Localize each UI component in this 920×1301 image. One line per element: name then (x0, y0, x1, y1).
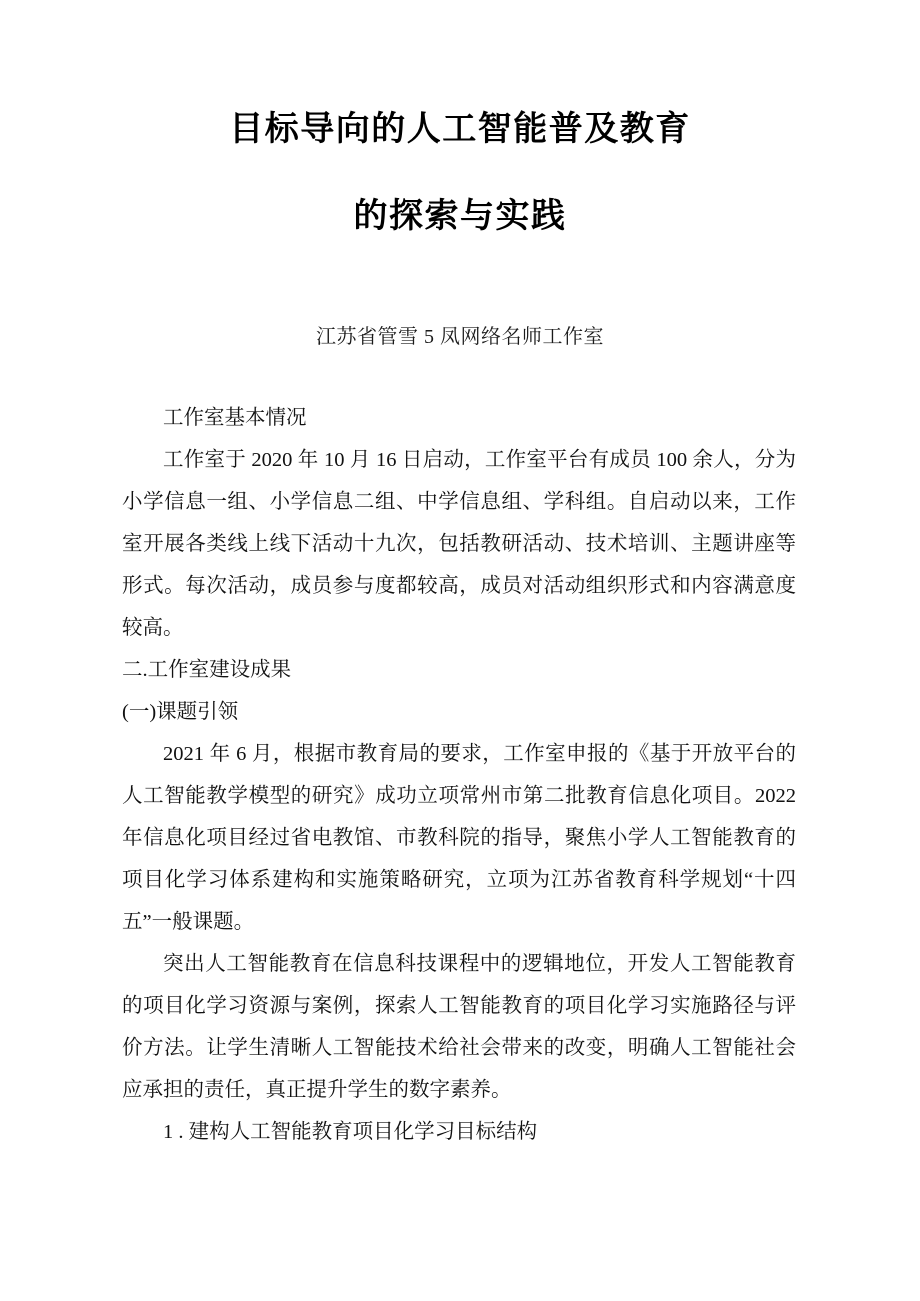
document-title (0, 0, 920, 237)
document-subtitle-affiliation: 江苏省管雪 5 凤网络名师工作室 (316, 326, 604, 348)
document-title-line-1: 目标导向的人工智能普及教育 (229, 109, 691, 149)
paragraph-workshop-overview: 工作室于 2020 年 10 月 16 日启动，工作室平台有成员 100 余人，分为小学信息一组、小学信息二组、中学信息组、学科组。自启动以来，工作室开展各类线上线下活动十九次，包括教研活动、技术培训、主题讲座等形式。每次活动，成员参与度都较高，成员对活动组织形式和内容满意度较高。 (122, 449, 796, 639)
paragraph-project-goals: 突出人工智能教育在信息科技课程中的逻辑地位，开发人工智能教育的项目化学习资源与案例，探索人工智能教育的项目化学习实施路径与评价方法。让学生清晰人工智能技术给社会带来的改变，明确人工智能社会应承担的责任，真正提升学生的数字素养。 (122, 953, 796, 1101)
heading-subsection-one: (一)课题引领 (122, 701, 239, 723)
paragraph-project-approval: 2021 年 6 月，根据市教育局的要求，工作室申报的《基于开放平台的人工智能教学模型的研究》成功立项常州市第二批教育信息化项目。2022 年信息化项目经过省电教馆、市教科院的指导，聚焦小学人工智能教育的项目化学习体系建构和实施策略研究，立项为江苏省教育科学规划“十四五”一般课题。 (122, 743, 796, 933)
document-body (0, 351, 920, 1153)
heading-item-one: 1 . 建构人工智能教育项目化学习目标结构 (163, 1121, 538, 1143)
heading-workshop-overview: 工作室基本情况 (163, 407, 307, 429)
document-title-line-2: 的探索与实践 (353, 195, 567, 236)
heading-section-two: 二.工作室建设成果 (122, 659, 292, 681)
